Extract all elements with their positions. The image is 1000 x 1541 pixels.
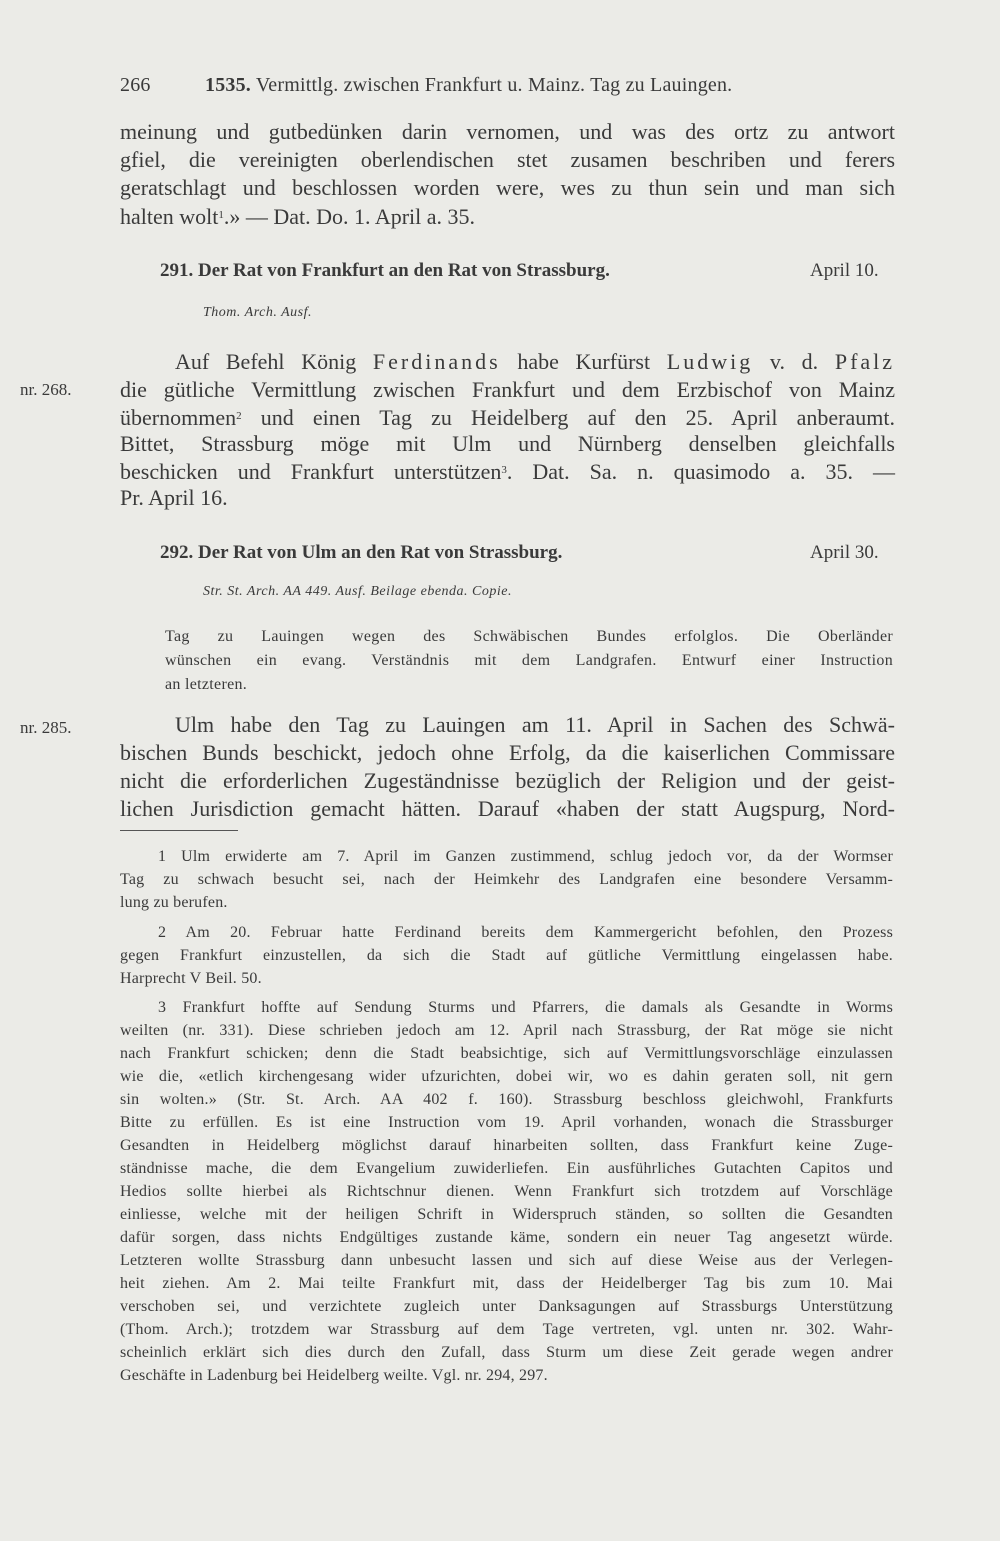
body-line <box>120 402 895 432</box>
footnote-line: dafür sorgen, dass nichts Endgültiges zustande käme, sondern ein neuer Tag angesetzt würde. <box>120 1229 893 1246</box>
margin-reference: nr. 285. <box>20 718 72 737</box>
footnote-mark: 2 <box>158 924 167 941</box>
footnote-line: Bitte zu erfüllen. Es ist eine Instruction vom 19. April vorhanden, wonach die Strassburger <box>120 1114 893 1131</box>
footnote-text: Ulm erwiderte am 7. April im Ganzen zustimmend, schlug jedoch vor, da der Wormser <box>181 848 893 865</box>
summary-line: Tag zu Lauingen wegen des Schwäbischen Bundes erfolglos. Die Oberländer <box>165 628 893 645</box>
footnote-ref: 3 <box>501 464 507 476</box>
footnote-line: ständnisse mache, die dem Evangelium zuwiderliefen. Ein ausführliches Gutachten Capitos und <box>120 1160 893 1177</box>
page-number: 266 <box>120 74 151 96</box>
footnote-line: einliesse, welche mit der heiligen Schrift in Widerspruch ständen, so sollten die Gesandten <box>120 1206 893 1223</box>
body-text: halten wolt <box>120 204 219 229</box>
footnote-mark: 3 <box>158 999 167 1016</box>
footnote-line: lung zu berufen. <box>120 894 228 911</box>
body-text: Auf Befehl König <box>175 349 357 374</box>
body-line <box>175 347 895 376</box>
body-text: und einen Tag zu Heidelberg auf den 25. April anberaumt. <box>241 405 895 430</box>
summary-line: an letzteren. <box>165 676 248 693</box>
doc-date-291: April 10. <box>810 260 879 281</box>
footnote-line: (Thom. Arch.); trotzdem war Strassburg auf dem Tage vertreten, vgl. unten nr. 302. Wahr- <box>120 1321 893 1338</box>
body-text: habe Kurfürst <box>517 349 651 374</box>
footnote-line <box>158 997 893 1019</box>
body-line <box>120 456 895 486</box>
footnote-line: heit ziehen. Am 2. Mai teilte Frankfurt mit, dass der Heidelberger Tag bis zum 10. Mai <box>120 1275 893 1292</box>
place-name: Pfalz <box>834 349 896 374</box>
footnote-line: Letzteren wollte Strassburg dann unbesucht lassen und sich auf diese Weise aus der Verlegen- <box>120 1252 893 1269</box>
body-text: .» — Dat. Do. 1. April a. 35. <box>223 204 476 229</box>
body-text: v. d. <box>769 349 819 374</box>
footnote-line: sin wolten.» (Str. St. Arch. AA 402 f. 160). Strassburg beschloss gleichwohl, Frankfurts <box>120 1091 893 1108</box>
body-line: Ulm habe den Tag zu Lauingen am 11. April in Sachen des Schwä- <box>175 712 895 737</box>
footnote-line: nach Frankfurt schicken; denn die Stadt beabsichtige, sich auf Vermittlungsvorschläge einzulassen <box>120 1045 893 1062</box>
footnote-line: Hedios sollte hierbei als Richtschnur dienen. Wenn Frankfurt sich trotzdem auf Vorschläge <box>120 1183 893 1200</box>
doc-heading-291: 291. Der Rat von Frankfurt an den Rat von Strassburg. <box>160 260 610 281</box>
footnote-line <box>158 846 893 868</box>
footnote-line: Tag zu schwach besucht sei, nach der Heimkehr des Landgrafen eine besondere Versamm- <box>120 871 893 888</box>
footnote-line <box>158 922 893 944</box>
body-line: meinung und gutbedünken darin vernomen, und was des ortz zu antwort <box>120 119 895 144</box>
footnote-mark: 1 <box>158 848 167 865</box>
footnote-line: Geschäfte in Ladenburg bei Heidelberg weilte. Vgl. nr. 294, 297. <box>120 1367 548 1384</box>
summary-line: wünschen ein evang. Verständnis mit dem Landgrafen. Entwurf einer Instruction <box>165 652 893 669</box>
footnote-line: verschoben sei, und verzichtete zugleich unter Danksagungen auf Strassburgs Unterstützung <box>120 1298 893 1315</box>
body-line: die gütliche Vermittlung zwischen Frankfurt und dem Erzbischof von Mainz <box>120 377 895 402</box>
doc-source-291: Thom. Arch. Ausf. <box>203 305 312 320</box>
body-line: Pr. April 16. <box>120 485 228 510</box>
footnote-line: Gesandten in Heidelberg möglichst darauf hinarbeiten sollten, dass Frankfurt keine Zuge- <box>120 1137 893 1154</box>
body-line: lichen Jurisdiction gemacht hätten. Darauf «haben der statt Augspurg, Nord- <box>120 796 895 821</box>
person-name: Ferdinands <box>372 349 501 374</box>
doc-date-292: April 30. <box>810 542 879 563</box>
footnote-line: weilten (nr. 331). Diese schrieben jedoch am 12. April nach Strassburg, der Rat möge sie nicht <box>120 1022 893 1039</box>
body-text: beschicken und Frankfurt unterstützen <box>120 459 502 484</box>
body-line: Bittet, Strassburg möge mit Ulm und Nürnberg denselben gleichfalls <box>120 431 895 456</box>
body-line: bischen Bunds beschickt, jedoch ohne Erfolg, da die kaiserlichen Commissare <box>120 740 895 765</box>
footnote-line: Harprecht V Beil. 50. <box>120 970 262 987</box>
footnote-line: gegen Frankfurt einzustellen, da sich die Stadt auf gütliche Vermittlung eingelassen habe. <box>120 947 893 964</box>
body-line <box>120 201 895 231</box>
person-name: Ludwig <box>666 349 754 374</box>
running-header <box>205 74 732 97</box>
footnote-text: Frankfurt hoffte auf Sendung Sturms und Pfarrers, die damals als Gesandte in Worms <box>182 999 893 1016</box>
footnote-line: wie die, «etlich kirchengesang wider ufzurichten, dobei wir, wo es dahin geraten soll, nit gern <box>120 1068 893 1085</box>
body-line: geratschlagt und beschlossen worden were, wes zu thun sein und man sich <box>120 175 895 200</box>
footnote-ref: 2 <box>236 410 242 422</box>
body-line: gfiel, die vereinigten oberlendischen stet zusamen beschriben und ferers <box>120 147 895 172</box>
footnote-line: scheinlich erklärt sich dies durch den Zufall, dass Sturm um diese Zeit gerade wegen andrer <box>120 1344 893 1361</box>
body-text: übernommen <box>120 405 237 430</box>
body-line: nicht die erforderlichen Zugeständnisse bezüglich der Religion und der geist- <box>120 768 895 793</box>
margin-reference: nr. 268. <box>20 380 72 399</box>
doc-source-292: Str. St. Arch. AA 449. Ausf. Beilage ebenda. Copie. <box>203 584 512 599</box>
running-header-text: Vermittlg. zwischen Frankfurt u. Mainz. Tag zu Lauingen. <box>255 74 733 96</box>
running-header-year: 1535. <box>205 74 251 96</box>
footnote-divider <box>120 830 238 831</box>
doc-heading-292: 292. Der Rat von Ulm an den Rat von Strassburg. <box>160 542 563 563</box>
body-text: . Dat. Sa. n. quasimodo a. 35. — <box>506 459 895 484</box>
footnote-text: Am 20. Februar hatte Ferdinand bereits dem Kammergericht befohlen, den Prozess <box>185 924 893 941</box>
footnote-ref: 1 <box>218 209 224 221</box>
